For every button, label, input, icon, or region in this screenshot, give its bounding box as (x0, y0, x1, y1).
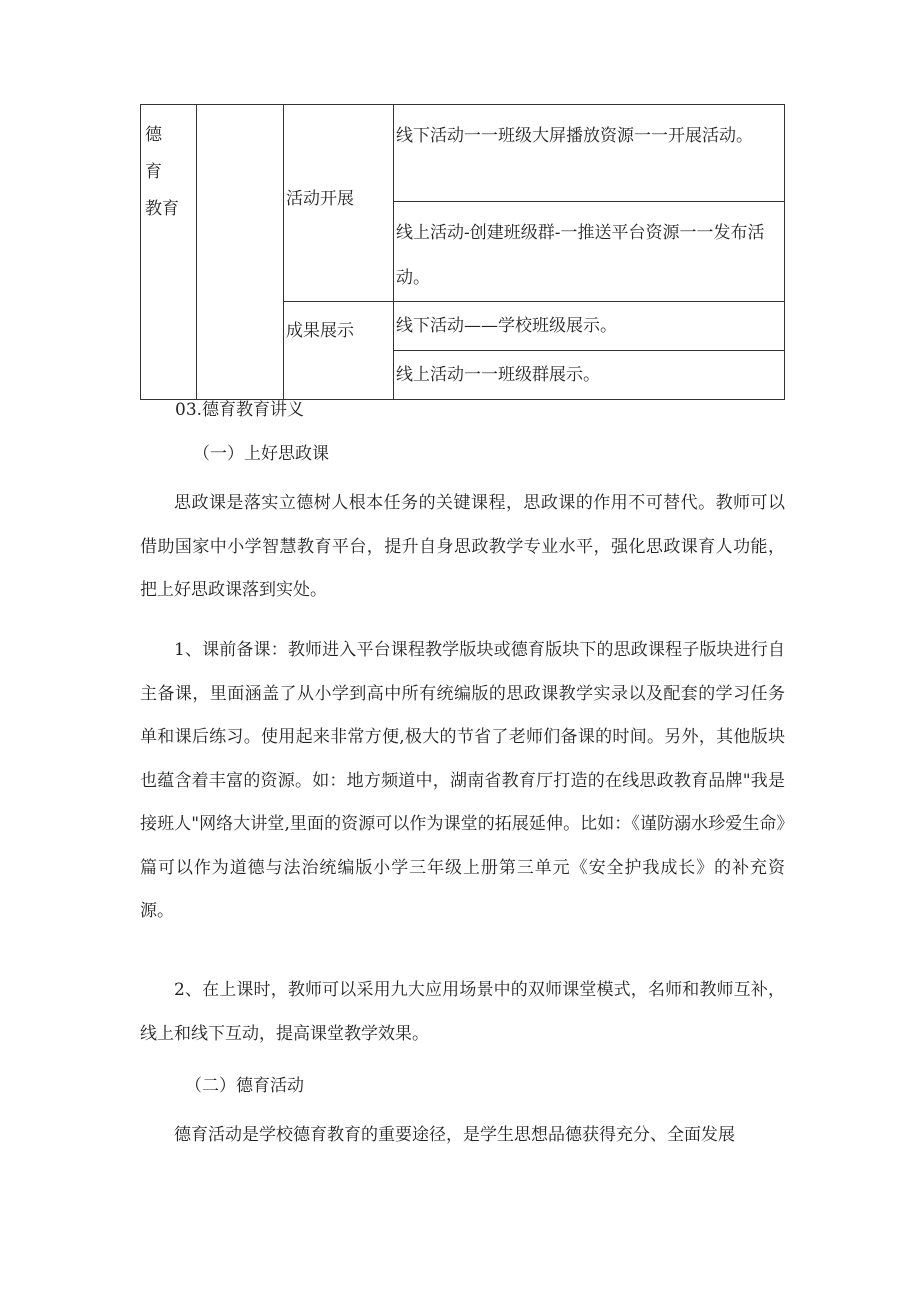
subheading-2: （二）德育活动 (185, 1076, 304, 1096)
activity-cell: 线下活动一一班级大屏播放资源一一开展活动。 (394, 105, 785, 202)
section-heading: 03.德育教育讲义 (175, 400, 305, 420)
activity-cell: 线下活动——学校班级展示。 (394, 302, 785, 351)
paragraph-2: 1、课前备课：教师进入平台课程教学版块或德育版块下的思政课程子版块进行自主备课，里面涵盖了从小学到高中所有统编版的思政课教学实录以及配套的学习任务单和课后练习。使用起来非常方便,极大的节省了老师们备课的时间。另外，其他版块也蕴含着丰富的资源。如：地方频道中，湖南省教育厅打造的在线思政教育品牌"我是接班人"网络大讲堂,里面的资源可以作为课堂的拓展延伸。比如：《谨防溺水珍爱生命》篇可以作为道德与法治统编版小学三年级上册第三单元《安全护我成长》的补充资源。 (140, 640, 785, 921)
paragraph-1: 思政课是落实立德树人根本任务的关键课程，思政课的作用不可替代。教师可以借助国家中小学智慧教育平台，提升自身思政教学专业水平，强化思政课育人功能，把上好思政课落到实处。 (140, 493, 785, 600)
category-cell (141, 105, 197, 400)
paragraph-4: 德育活动是学校德育教育的重要途径，是学生思想品德获得充分、全面发展 (174, 1125, 735, 1145)
stage-cell-activity: 活动开展 (284, 105, 394, 302)
category-line-1: 德 育 (145, 125, 179, 182)
paragraph-3: 2、在上课时，教师可以采用九大应用场景中的双师课堂模式，名师和教师互补，线上和线下互动，提高课堂教学效果。 (140, 980, 785, 1044)
stage-cell-result: 成果展示 (284, 302, 394, 400)
empty-cell (197, 105, 284, 400)
activity-cell: 线上活动-创建班级群-一推送平台资源一一发布活动。 (394, 202, 785, 302)
activity-table (140, 104, 785, 400)
subheading-1: （一）上好思政课 (193, 444, 329, 464)
category-line-2: 教育 (145, 199, 179, 219)
activity-cell: 线上活动一一班级群展示。 (394, 351, 785, 400)
table-row (141, 105, 785, 202)
